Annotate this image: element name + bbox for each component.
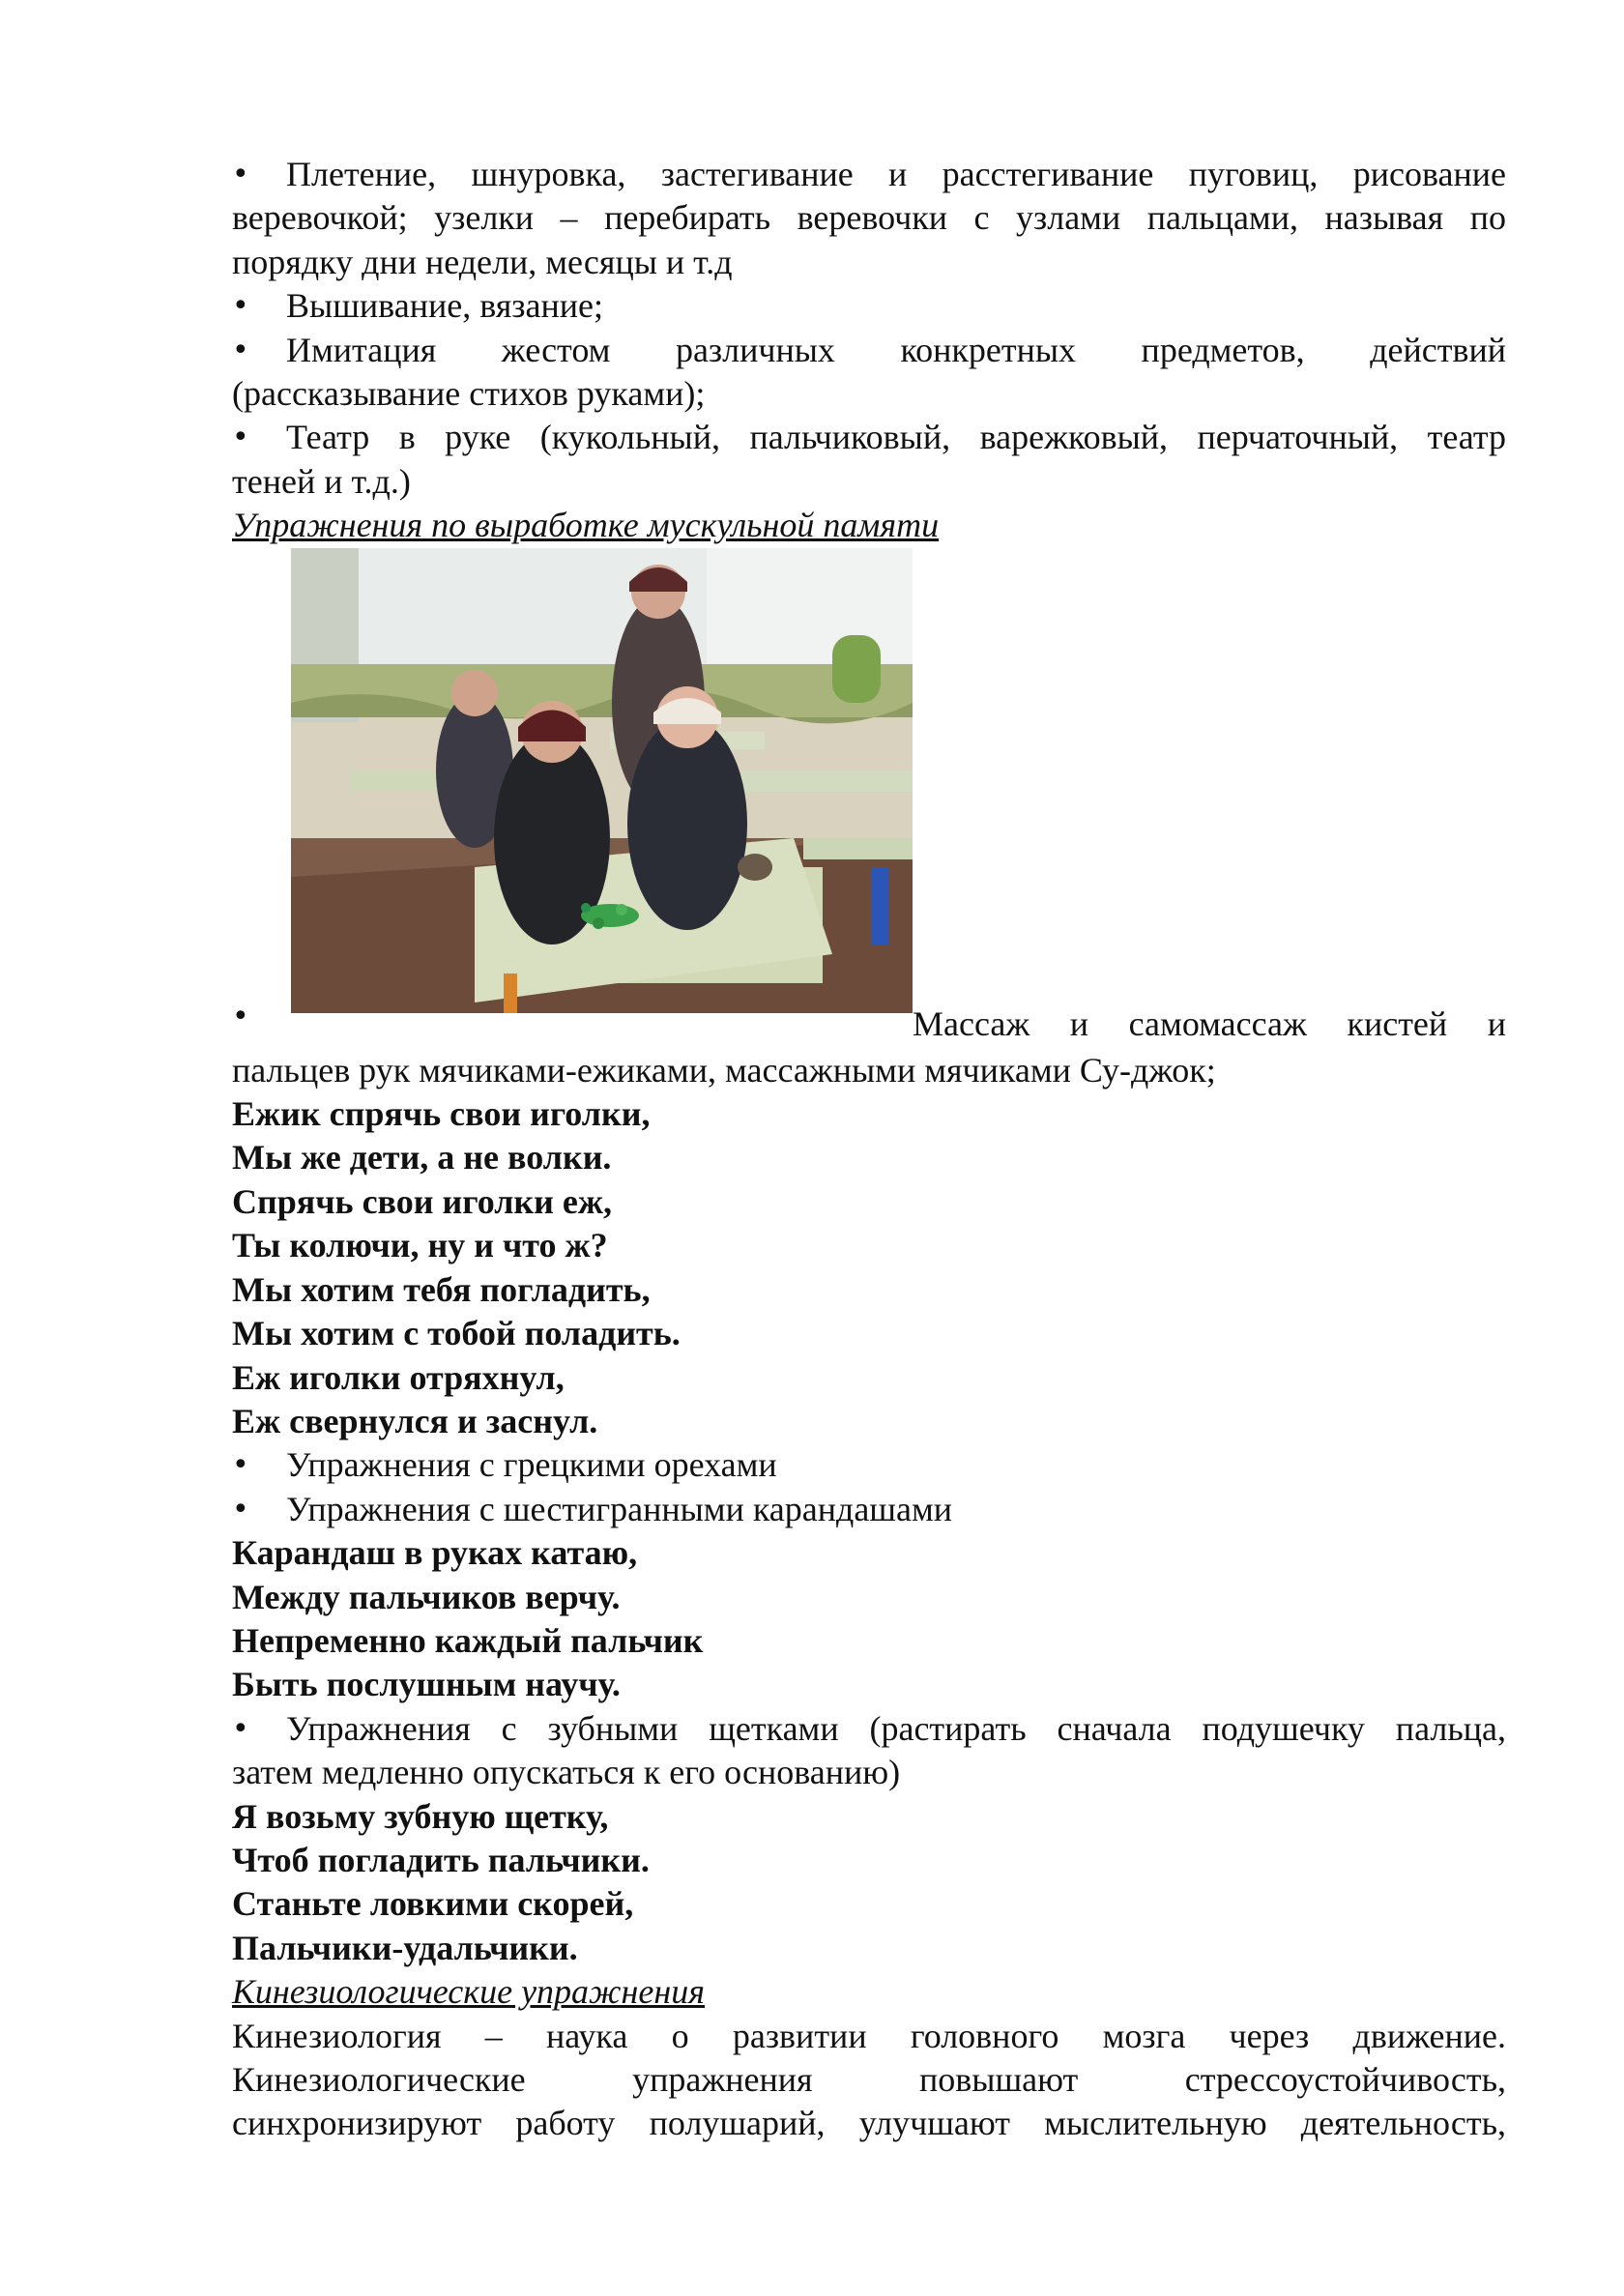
list-item-line: затем медленно опускаться к его основанию) bbox=[232, 1753, 901, 1792]
poem-line: Чтоб погладить пальчики. bbox=[232, 1840, 650, 1879]
classroom-photo bbox=[291, 548, 913, 1013]
list-item-line: • Плетение, шнуровка, застегивание и расстегивание пуговиц, рисование bbox=[232, 153, 1506, 196]
massage-item-first-line: Массаж и самомассаж кистей и bbox=[913, 1004, 1506, 1044]
bullet-icon: • bbox=[232, 421, 249, 455]
poem-line: Ты колючи, ну и что ж? bbox=[232, 1226, 608, 1265]
list-item bbox=[232, 416, 1506, 504]
list-item-line: веревочкой; узелки – перебирать веревочки с узлами пальцами, называя по bbox=[232, 198, 1506, 238]
section-heading-muscle-memory: Упражнения по выработке мускульной памяти bbox=[232, 506, 940, 545]
poem-line: Спрячь свои иголки еж, bbox=[232, 1181, 612, 1221]
list-item bbox=[232, 153, 1506, 284]
list-item-line: • Театр в руке (кукольный, пальчиковый, варежковый, перчаточный, театр bbox=[232, 416, 1506, 459]
poem-line: Карандаш в руках катаю, bbox=[232, 1533, 638, 1573]
list-item bbox=[232, 284, 1506, 328]
poem-line: Я возьму зубную щетку, bbox=[232, 1796, 609, 1836]
poem-line: Непременно каждый пальчик bbox=[232, 1620, 704, 1660]
list-item-toothbrush bbox=[232, 1707, 1506, 1795]
poem-line: Еж иголки отряхнул, bbox=[232, 1357, 565, 1397]
poem-pencil bbox=[232, 1531, 1506, 1707]
list-activities bbox=[232, 153, 1506, 504]
paragraph-line: Кинезиологические упражнения повышают стрессоустойчивость, bbox=[232, 2060, 1506, 2099]
document-body bbox=[232, 153, 1506, 2146]
poem-line: Еж свернулся и заснул. bbox=[232, 1401, 598, 1440]
list-item-line: (рассказывание стихов руками); bbox=[232, 374, 706, 414]
poem-hedgehog bbox=[232, 1092, 1506, 1443]
poem-line: Мы хотим с тобой поладить. bbox=[232, 1314, 681, 1353]
poem-toothbrush bbox=[232, 1795, 1506, 1971]
list-item-line: • Упражнения с зубными щетками (растирать сначала подушечку пальца, bbox=[232, 1707, 1506, 1751]
poem-line: Пальчики-удальчики. bbox=[232, 1928, 578, 1967]
paragraph-line: синхронизируют работу полушарий, улучшают мыслительную деятельность, bbox=[232, 2104, 1506, 2143]
bullet-icon: • bbox=[232, 158, 249, 191]
kinesiology-paragraph bbox=[232, 2015, 1506, 2146]
bullet-icon: • bbox=[232, 1492, 249, 1526]
poem-line: Мы же дети, а не волки. bbox=[232, 1138, 612, 1177]
bullet-icon: • bbox=[232, 333, 249, 367]
paragraph-line: Кинезиология – наука о развитии головного мозга через движение. bbox=[232, 2016, 1506, 2055]
bullet-icon: • bbox=[232, 1000, 249, 1034]
poem-line: Станьте ловкими скорей, bbox=[232, 1884, 634, 1924]
poem-line: Ежик спрячь свои иголки, bbox=[232, 1094, 651, 1134]
list-item-line: теней и т.д.) bbox=[232, 461, 411, 501]
list-item bbox=[232, 329, 1506, 417]
photo-list-item bbox=[232, 548, 1506, 1049]
poem-line: Быть послушным научу. bbox=[232, 1665, 621, 1704]
list-item: • Упражнения с шестигранными карандашами bbox=[232, 1488, 1506, 1531]
list-item-line: порядку дни недели, месяцы и т.д bbox=[232, 242, 733, 281]
massage-item-rest: пальцев рук мячиками-ежиками, массажными мячиками Су-джок; bbox=[232, 1050, 1216, 1090]
list-exercises bbox=[232, 1443, 1506, 1531]
section-heading-kinesiology: Кинезиологические упражнения bbox=[232, 1972, 705, 2012]
bullet-icon: • bbox=[232, 289, 249, 324]
list-item-line: • Имитация жестом различных конкретных предметов, действий bbox=[232, 329, 1506, 372]
poem-line: Между пальчиков верчу. bbox=[232, 1577, 621, 1616]
bullet-icon: • bbox=[232, 1448, 249, 1483]
bullet-icon: • bbox=[232, 1711, 249, 1746]
poem-line: Мы хотим тебя погладить, bbox=[232, 1269, 651, 1309]
list-item-line: • Вышивание, вязание; bbox=[232, 284, 1506, 328]
list-item: • Упражнения с грецкими орехами bbox=[232, 1443, 1506, 1487]
